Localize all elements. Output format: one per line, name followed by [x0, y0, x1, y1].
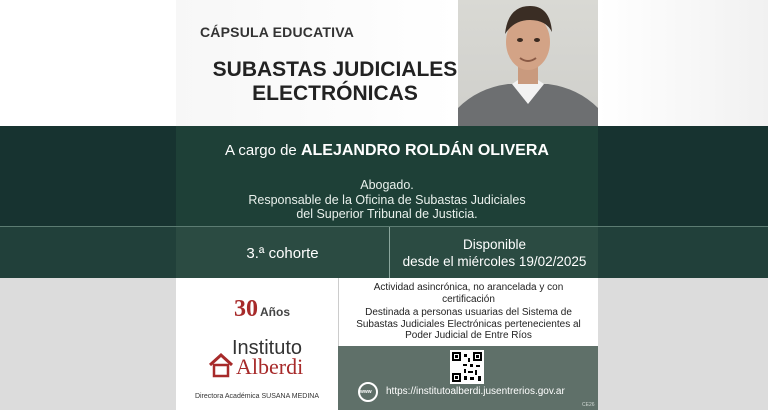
info-line-4: Subastas Judiciales Electrónicas pertenecientes al [356, 318, 581, 330]
strip-edge-left [0, 227, 176, 278]
globe-label: www [360, 389, 372, 395]
speaker-bio [176, 178, 598, 222]
years-number: 30 [234, 296, 258, 322]
speaker-band [0, 126, 768, 226]
page-title [205, 58, 465, 106]
availability [391, 227, 598, 279]
website-link[interactable]: https://institutoalberdi.jusentrerios.gov.ar [386, 386, 565, 397]
bio-line-2: Responsable de la Oficina de Subastas Judiciales [248, 192, 526, 207]
availability-line-1: Disponible [462, 237, 527, 252]
qr-code-icon [452, 352, 482, 382]
speaker-prefix: A cargo de [225, 142, 297, 159]
anniversary-logo [234, 296, 290, 323]
availability-line-2: desde el miércoles 19/02/2025 [402, 254, 587, 269]
institute-word-2: Alberdi [236, 354, 304, 379]
bio-line-1: Abogado. [360, 178, 414, 192]
speaker-photo [458, 0, 598, 126]
title-line-1: SUBASTAS JUDICIALES [212, 58, 458, 81]
top-right-panel [598, 0, 768, 126]
bio-line-3: del Superior Tribunal de Justicia. [296, 207, 478, 221]
qr-code[interactable] [450, 350, 484, 384]
band-edge-right [598, 126, 768, 226]
top-band [0, 0, 768, 126]
years-label: Años [260, 305, 290, 319]
cohort-label: 3.ª cohorte [176, 227, 390, 279]
info-line-2: certificación [442, 293, 495, 305]
info-line-3: Destinada a personas usuarias del Sistema de [365, 307, 572, 318]
info-panel [338, 278, 598, 346]
director-credit: Directora Académica SUSANA MEDINA [194, 393, 320, 400]
institute-house-icon [208, 352, 234, 378]
info-line-5: Poder Judicial de Entre Ríos [405, 330, 532, 341]
corner-code: CE26 [582, 402, 595, 408]
details-strip [0, 226, 768, 278]
band-edge-left [0, 126, 176, 226]
strip-edge-right [598, 227, 768, 278]
speaker-portrait-illustration [458, 0, 598, 126]
institute-word-1: Instituto [232, 337, 303, 359]
info-activity [339, 282, 598, 305]
kicker-label: CÁPSULA EDUCATIVA [200, 24, 355, 40]
title-line-2: ELECTRÓNICAS [252, 82, 418, 105]
info-audience [339, 307, 598, 342]
info-line-1: Actividad asincrónica, no arancelada y con [373, 282, 564, 293]
speaker-heading [176, 142, 598, 160]
speaker-name: ALEJANDRO ROLDÁN OLIVERA [300, 142, 549, 159]
